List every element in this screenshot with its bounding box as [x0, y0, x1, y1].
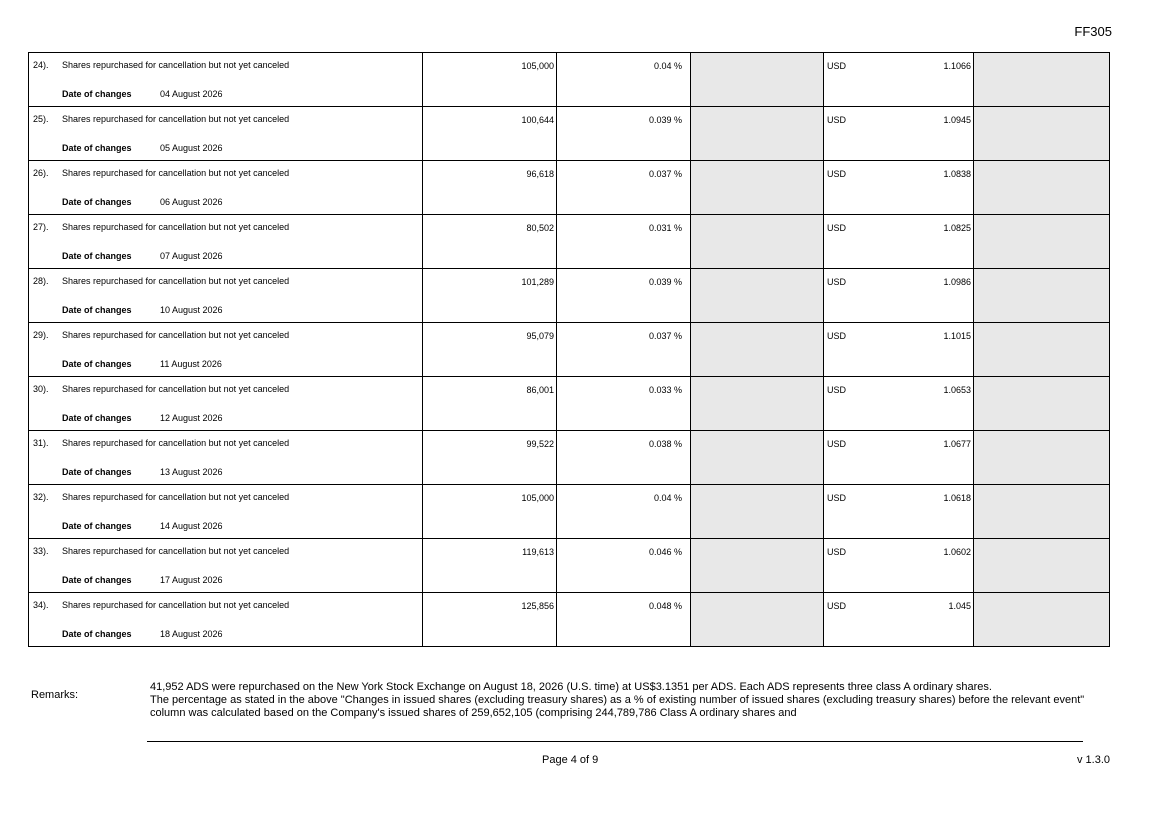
event-type: Shares repurchased for cancellation but not yet canceled [62, 384, 290, 394]
event-cell [29, 539, 423, 593]
shares-cell [423, 269, 557, 323]
price-cell [824, 161, 974, 215]
percentage-value: 0.038 % [648, 439, 682, 449]
blank-shaded-cell [974, 269, 1110, 323]
date-label: Date of changes [62, 575, 132, 585]
price-cell [824, 215, 974, 269]
currency: USD [827, 223, 847, 233]
event-cell [29, 431, 423, 485]
shares-value: 80,502 [526, 223, 554, 233]
remarks-label: Remarks: [31, 689, 79, 701]
percentage-value: 0.039 % [648, 277, 682, 287]
row-number: 27). [33, 222, 49, 232]
percentage-cell [557, 593, 691, 647]
price-value: 1.0986 [943, 277, 971, 287]
price-value: 1.0825 [943, 223, 971, 233]
blank-shaded-cell [974, 107, 1110, 161]
blank-shaded-cell [691, 269, 824, 323]
table-row [29, 107, 1110, 161]
currency: USD [827, 61, 847, 71]
blank-shaded-cell [691, 593, 824, 647]
row-number: 28). [33, 276, 49, 286]
currency: USD [827, 601, 847, 611]
price-value: 1.0945 [943, 115, 971, 125]
blank-shaded-cell [691, 485, 824, 539]
date-value: 18 August 2026 [160, 629, 223, 639]
price-cell [824, 485, 974, 539]
blank-shaded-cell [974, 539, 1110, 593]
row-number: 29). [33, 330, 49, 340]
date-label: Date of changes [62, 413, 132, 423]
shares-value: 86,001 [526, 385, 554, 395]
table-row [29, 161, 1110, 215]
percentage-cell [557, 539, 691, 593]
remarks-divider [147, 741, 1083, 742]
percentage-cell [557, 269, 691, 323]
currency: USD [827, 277, 847, 287]
event-cell [29, 269, 423, 323]
currency: USD [827, 331, 847, 341]
blank-shaded-cell [691, 107, 824, 161]
date-value: 14 August 2026 [160, 521, 223, 531]
event-type: Shares repurchased for cancellation but not yet canceled [62, 222, 290, 232]
remarks-line-1: 41,952 ADS were repurchased on the New York Stock Exchange on August 18, 2026 (U.S. time) at US$3.1351 per ADS. Each ADS represents three class A ordinary shares. [150, 681, 992, 693]
shares-value: 95,079 [526, 331, 554, 341]
page-number: Page 4 of 9 [542, 754, 599, 766]
blank-shaded-cell [691, 377, 824, 431]
shares-value: 99,522 [526, 439, 554, 449]
table-body [29, 53, 1110, 647]
percentage-cell [557, 107, 691, 161]
event-type: Shares repurchased for cancellation but not yet canceled [62, 330, 290, 340]
table-row [29, 323, 1110, 377]
date-label: Date of changes [62, 629, 132, 639]
event-cell [29, 53, 423, 107]
event-cell [29, 593, 423, 647]
blank-shaded-cell [974, 593, 1110, 647]
date-value: 11 August 2026 [160, 359, 222, 369]
table-row [29, 539, 1110, 593]
blank-shaded-cell [974, 323, 1110, 377]
table-row [29, 593, 1110, 647]
event-cell [29, 485, 423, 539]
price-cell [824, 539, 974, 593]
date-value: 04 August 2026 [160, 89, 223, 99]
blank-shaded-cell [691, 215, 824, 269]
currency: USD [827, 439, 847, 449]
price-value: 1.0838 [943, 169, 971, 179]
currency: USD [827, 547, 847, 557]
shares-value: 119,613 [522, 547, 554, 557]
remarks-line-2: The percentage as stated in the above "Changes in issued shares (excluding treasury shares) as a % of existing number of issued shares (excluding treasury shares) before the relevant event" column was calculated based on the Company's issued shares of 259,652,105 (comprising 244,789,786 Class A ordinary shares and [150, 694, 1085, 719]
shares-cell [423, 107, 557, 161]
percentage-cell [557, 53, 691, 107]
event-type: Shares repurchased for cancellation but not yet canceled [62, 114, 290, 124]
table-row [29, 53, 1110, 107]
blank-shaded-cell [974, 53, 1110, 107]
blank-shaded-cell [691, 161, 824, 215]
shares-value: 105,000 [521, 493, 554, 503]
shares-value: 100,644 [521, 115, 554, 125]
date-value: 07 August 2026 [160, 251, 223, 261]
row-number: 32). [33, 492, 49, 502]
shares-value: 125,856 [521, 601, 554, 611]
table-row [29, 269, 1110, 323]
shares-value: 105,000 [521, 61, 554, 71]
shares-cell [423, 53, 557, 107]
date-label: Date of changes [62, 359, 132, 369]
price-cell [824, 323, 974, 377]
table-row [29, 431, 1110, 485]
price-value: 1.1066 [943, 61, 971, 71]
shares-value: 96,618 [526, 169, 554, 179]
blank-shaded-cell [974, 485, 1110, 539]
shares-cell [423, 215, 557, 269]
currency: USD [827, 385, 847, 395]
shares-cell [423, 377, 557, 431]
date-label: Date of changes [62, 305, 132, 315]
event-cell [29, 377, 423, 431]
form-code: FF305 [1074, 24, 1112, 39]
shares-value: 101,289 [521, 277, 554, 287]
percentage-value: 0.048 % [648, 601, 682, 611]
blank-shaded-cell [691, 431, 824, 485]
price-value: 1.0653 [943, 385, 971, 395]
event-cell [29, 215, 423, 269]
date-value: 05 August 2026 [160, 143, 223, 153]
price-cell [824, 593, 974, 647]
row-number: 26). [33, 168, 49, 178]
percentage-value: 0.04 % [653, 61, 682, 71]
percentage-value: 0.031 % [648, 223, 682, 233]
blank-shaded-cell [974, 377, 1110, 431]
share-changes-table [28, 52, 1110, 647]
shares-cell [423, 485, 557, 539]
blank-shaded-cell [974, 161, 1110, 215]
table-row [29, 377, 1110, 431]
shares-cell [423, 593, 557, 647]
price-cell [824, 431, 974, 485]
percentage-cell [557, 323, 691, 377]
row-number: 30). [33, 384, 49, 394]
event-type: Shares repurchased for cancellation but not yet canceled [62, 60, 290, 70]
price-value: 1.1015 [943, 331, 971, 341]
row-number: 33). [33, 546, 49, 556]
event-type: Shares repurchased for cancellation but not yet canceled [62, 276, 290, 286]
date-label: Date of changes [62, 143, 132, 153]
percentage-value: 0.046 % [648, 547, 682, 557]
row-number: 31). [33, 438, 49, 448]
price-cell [824, 269, 974, 323]
percentage-value: 0.037 % [648, 331, 682, 341]
event-cell [29, 161, 423, 215]
blank-shaded-cell [974, 431, 1110, 485]
price-cell [824, 107, 974, 161]
event-type: Shares repurchased for cancellation but not yet canceled [62, 492, 290, 502]
blank-shaded-cell [691, 539, 824, 593]
percentage-cell [557, 215, 691, 269]
form-version: v 1.3.0 [1076, 754, 1110, 766]
price-cell [824, 53, 974, 107]
date-label: Date of changes [62, 521, 132, 531]
remarks-text [150, 681, 1085, 720]
date-value: 10 August 2026 [160, 305, 223, 315]
price-value: 1.0602 [943, 547, 971, 557]
table-row [29, 215, 1110, 269]
row-number: 34). [33, 600, 49, 610]
percentage-cell [557, 161, 691, 215]
currency: USD [827, 169, 847, 179]
price-value: 1.0618 [943, 493, 971, 503]
blank-shaded-cell [974, 215, 1110, 269]
row-number: 25). [33, 114, 49, 124]
percentage-cell [557, 485, 691, 539]
shares-cell [423, 323, 557, 377]
date-label: Date of changes [62, 251, 132, 261]
percentage-value: 0.04 % [653, 493, 682, 503]
table-row [29, 485, 1110, 539]
price-value: 1.0677 [943, 439, 971, 449]
price-cell [824, 377, 974, 431]
event-cell [29, 107, 423, 161]
percentage-value: 0.039 % [648, 115, 682, 125]
date-value: 12 August 2026 [160, 413, 223, 423]
percentage-value: 0.033 % [648, 385, 682, 395]
currency: USD [827, 115, 847, 125]
shares-cell [423, 431, 557, 485]
event-cell [29, 323, 423, 377]
event-type: Shares repurchased for cancellation but not yet canceled [62, 546, 290, 556]
date-value: 06 August 2026 [160, 197, 223, 207]
percentage-value: 0.037 % [648, 169, 682, 179]
date-label: Date of changes [62, 467, 132, 477]
event-type: Shares repurchased for cancellation but not yet canceled [62, 600, 290, 610]
currency: USD [827, 493, 847, 503]
event-type: Shares repurchased for cancellation but not yet canceled [62, 438, 290, 448]
date-label: Date of changes [62, 197, 132, 207]
blank-shaded-cell [691, 323, 824, 377]
row-number: 24). [33, 60, 49, 70]
shares-cell [423, 161, 557, 215]
percentage-cell [557, 431, 691, 485]
price-value: 1.045 [948, 601, 971, 611]
date-label: Date of changes [62, 89, 132, 99]
date-value: 17 August 2026 [160, 575, 223, 585]
percentage-cell [557, 377, 691, 431]
date-value: 13 August 2026 [160, 467, 223, 477]
event-type: Shares repurchased for cancellation but not yet canceled [62, 168, 290, 178]
blank-shaded-cell [691, 53, 824, 107]
shares-cell [423, 539, 557, 593]
